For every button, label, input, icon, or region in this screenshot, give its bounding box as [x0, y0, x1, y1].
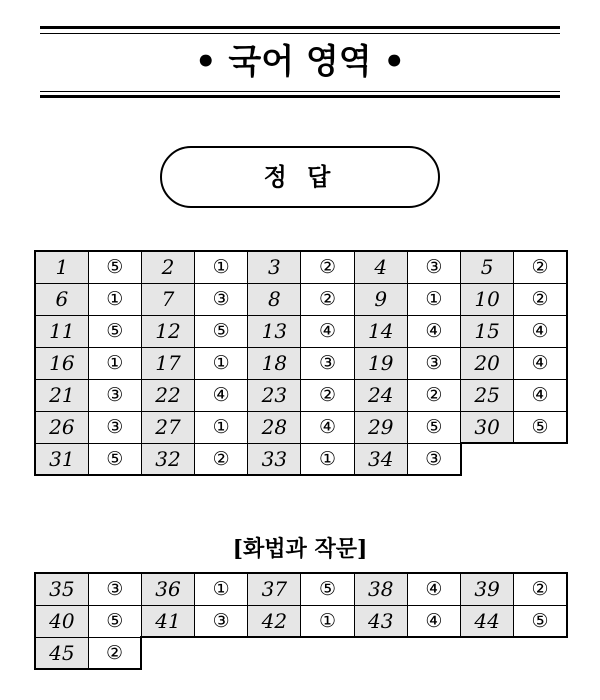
answer-choice: ③: [88, 411, 141, 443]
question-number: 27: [141, 411, 194, 443]
answer-choice: ②: [514, 251, 567, 283]
question-number: 45: [35, 637, 88, 669]
header-rule-bottom-thick: [40, 95, 560, 98]
answer-choice: ②: [407, 379, 460, 411]
answer-choice: ③: [195, 283, 248, 315]
table-row: [35, 347, 567, 379]
question-number: 8: [248, 283, 301, 315]
question-number: 24: [354, 379, 407, 411]
answer-choice: ⑤: [88, 443, 141, 475]
answer-choice: ③: [195, 605, 248, 637]
question-number: 9: [354, 283, 407, 315]
page-title: • 국어 영역 •: [194, 42, 406, 82]
question-number: 17: [141, 347, 194, 379]
table-row: [35, 379, 567, 411]
empty-cell: [354, 637, 407, 669]
answer-choice: ②: [514, 283, 567, 315]
question-number: 38: [354, 573, 407, 605]
question-number: 7: [141, 283, 194, 315]
question-number: 19: [354, 347, 407, 379]
question-number: 39: [461, 573, 514, 605]
answer-choice: ④: [407, 605, 460, 637]
question-number: 2: [141, 251, 194, 283]
answer-choice: ①: [195, 411, 248, 443]
question-number: 11: [35, 315, 88, 347]
answer-choice: ①: [407, 283, 460, 315]
question-number: 20: [461, 347, 514, 379]
question-number: 37: [248, 573, 301, 605]
question-number: 22: [141, 379, 194, 411]
question-number: 34: [354, 443, 407, 475]
question-number: 31: [35, 443, 88, 475]
answer-choice: ②: [301, 251, 354, 283]
answer-label: 정 답: [160, 146, 440, 208]
question-number: 43: [354, 605, 407, 637]
empty-cell: [248, 637, 301, 669]
question-number: 29: [354, 411, 407, 443]
question-number: 36: [141, 573, 194, 605]
answer-choice: ②: [514, 573, 567, 605]
empty-cell: [514, 443, 567, 475]
header-rule-top-thin: [40, 33, 560, 34]
question-number: 4: [354, 251, 407, 283]
answer-choice: ②: [301, 283, 354, 315]
question-number: 28: [248, 411, 301, 443]
header-rule-bottom-thin: [40, 91, 560, 92]
table-row: [35, 443, 567, 475]
table-row: [35, 411, 567, 443]
question-number: 10: [461, 283, 514, 315]
answer-choice: ⑤: [88, 605, 141, 637]
question-number: 21: [35, 379, 88, 411]
question-number: 6: [35, 283, 88, 315]
table-row: [35, 315, 567, 347]
question-number: 23: [248, 379, 301, 411]
empty-cell: [407, 637, 460, 669]
answer-choice: ①: [88, 283, 141, 315]
answer-choice: ②: [195, 443, 248, 475]
question-number: 13: [248, 315, 301, 347]
table-row: [35, 251, 567, 283]
answer-choice: ④: [407, 573, 460, 605]
answer-choice: ④: [301, 315, 354, 347]
question-number: 44: [461, 605, 514, 637]
answer-choice: ②: [88, 637, 141, 669]
elective-answer-table: [34, 572, 568, 670]
answer-choice: ①: [301, 443, 354, 475]
question-number: 18: [248, 347, 301, 379]
answer-choice: ⑤: [407, 411, 460, 443]
answer-choice: ⑤: [88, 315, 141, 347]
table-row: [35, 573, 567, 605]
question-number: 32: [141, 443, 194, 475]
question-number: 12: [141, 315, 194, 347]
answer-choice: ①: [301, 605, 354, 637]
answer-choice: ③: [407, 443, 460, 475]
answer-choice: ③: [301, 347, 354, 379]
question-number: 16: [35, 347, 88, 379]
question-number: 5: [461, 251, 514, 283]
empty-cell: [514, 637, 567, 669]
answer-choice: ④: [407, 315, 460, 347]
header-rule-top-thick: [40, 26, 560, 29]
section-title: [화법과 작문]: [232, 536, 368, 562]
answer-choice: ④: [514, 347, 567, 379]
empty-cell: [141, 637, 194, 669]
answer-choice: ④: [195, 379, 248, 411]
question-number: 40: [35, 605, 88, 637]
table-row: [35, 283, 567, 315]
answer-choice: ⑤: [301, 573, 354, 605]
question-number: 42: [248, 605, 301, 637]
answer-choice: ③: [407, 251, 460, 283]
answer-choice: ⑤: [514, 411, 567, 443]
question-number: 26: [35, 411, 88, 443]
answer-choice: ③: [88, 379, 141, 411]
answer-choice: ②: [301, 379, 354, 411]
main-answer-table: [34, 250, 568, 476]
question-number: 30: [461, 411, 514, 443]
answer-choice: ④: [301, 411, 354, 443]
question-number: 14: [354, 315, 407, 347]
question-number: 41: [141, 605, 194, 637]
answer-choice: ①: [88, 347, 141, 379]
question-number: 1: [35, 251, 88, 283]
answer-choice: ④: [514, 315, 567, 347]
answer-choice: ④: [514, 379, 567, 411]
answer-choice: ⑤: [195, 315, 248, 347]
answer-choice: ⑤: [514, 605, 567, 637]
answer-choice: ③: [407, 347, 460, 379]
answer-choice: ①: [195, 251, 248, 283]
empty-cell: [461, 637, 514, 669]
empty-cell: [301, 637, 354, 669]
empty-cell: [461, 443, 514, 475]
question-number: 15: [461, 315, 514, 347]
answer-choice: ③: [88, 573, 141, 605]
table-row: [35, 605, 567, 637]
table-row: [35, 637, 567, 669]
question-number: 35: [35, 573, 88, 605]
empty-cell: [195, 637, 248, 669]
question-number: 3: [248, 251, 301, 283]
answer-choice: ①: [195, 347, 248, 379]
question-number: 25: [461, 379, 514, 411]
answer-choice: ①: [195, 573, 248, 605]
answer-choice: ⑤: [88, 251, 141, 283]
question-number: 33: [248, 443, 301, 475]
